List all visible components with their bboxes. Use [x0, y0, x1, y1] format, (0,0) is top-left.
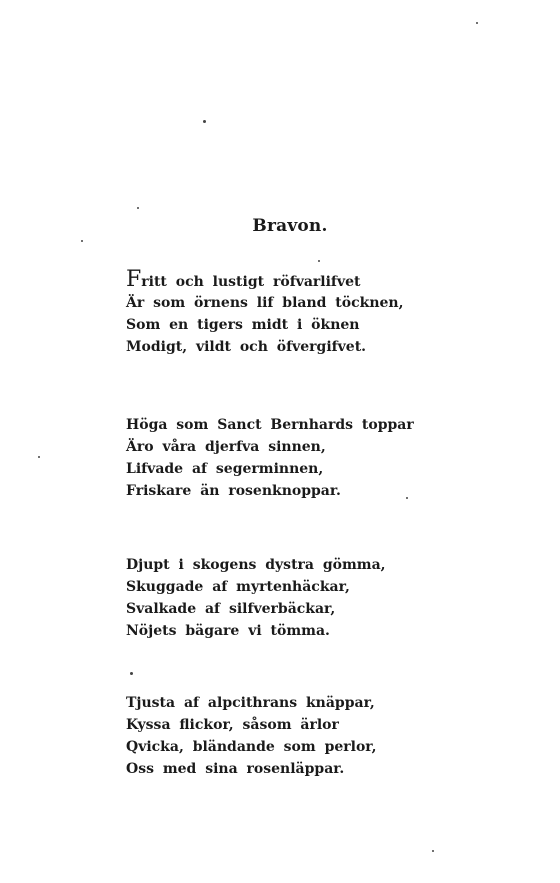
print-speck [38, 456, 40, 458]
poem-line: Som en tigers midt i öknen [126, 317, 360, 333]
poem-line: Modigt, vildt och öfvergifvet. [126, 339, 367, 355]
poem-title: Bravon. [252, 216, 328, 236]
stanza-1 [126, 267, 404, 358]
first-line-rest: ritt och lustigt röfvarlifvet [141, 274, 361, 290]
poem-line: Kyssa flickor, såsom ärlor [126, 717, 339, 733]
stanza-2 [126, 414, 414, 502]
poem-line: Lifvade af segerminnen, [126, 461, 324, 477]
poem-line: Oss med sina rosenläppar. [126, 761, 345, 777]
poem-line [126, 267, 403, 292]
poem-line: Djupt i skogens dystra gömma, [126, 557, 386, 573]
poem-line: Tjusta af alpcithrans knäppar, [126, 695, 375, 711]
drop-cap: F [126, 267, 142, 292]
print-speck [476, 22, 478, 24]
poem-line: Äro våra djerfva sinnen, [126, 439, 326, 455]
poem-line: Qvicka, bländande som perlor, [126, 739, 377, 755]
poem-line: Nöjets bägare vi tömma. [126, 623, 330, 639]
print-speck [318, 260, 320, 262]
poem-line: Friskare än rosenknoppar. [126, 483, 341, 499]
print-speck [203, 120, 206, 123]
poem-line: Skuggade af myrtenhäckar, [126, 579, 350, 595]
stanza-4 [126, 692, 377, 780]
print-speck [130, 672, 133, 675]
poem-line: Är som örnens lif bland töcknen, [126, 295, 404, 311]
poem-line: Svalkade af silfverbäckar, [126, 601, 336, 617]
stanza-3 [126, 554, 386, 642]
print-speck [432, 850, 434, 852]
poem-line: Höga som Sanct Bernhards toppar [126, 417, 414, 433]
print-speck [137, 207, 139, 209]
print-speck [81, 240, 83, 242]
